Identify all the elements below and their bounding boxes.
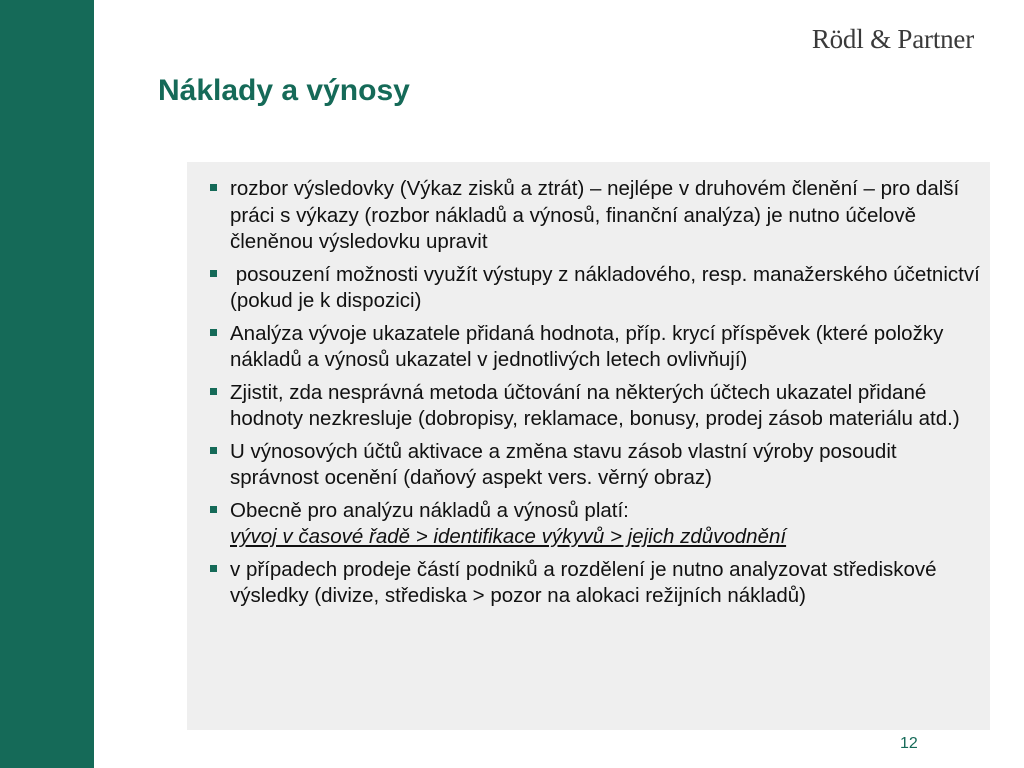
bullet-item [199, 262, 986, 315]
bullet-item [199, 498, 982, 551]
company-logo: Rödl & Partner [811, 24, 974, 54]
content-box [187, 162, 990, 730]
square-bullet-icon [210, 447, 217, 454]
square-bullet-icon [210, 506, 217, 513]
square-bullet-icon [210, 388, 217, 395]
bullet-item [199, 557, 982, 610]
page-number: 12 [900, 735, 918, 752]
bullet-item [199, 321, 982, 374]
bullet-text: Zjistit, zda nesprávná metoda účtování na některých účtech ukazatel přidané hodnoty nezkresluje (dobropisy, reklamace, bonusy, prodej zásob materiálu atd.) [230, 380, 960, 430]
bullet-text: rozbor výsledovky (Výkaz zisků a ztrát) – nejlépe v druhovém členění – pro další práci s výkazy (rozbor nákladů a výnosů, finanční analýza) je nutno účelově členěnou výsledovku upravit [230, 177, 960, 253]
bullet-text: U výnosových účtů aktivace a změna stavu zásob vlastní výroby posoudit správnost ocenění (daňový aspekt vers. věrný obraz) [230, 439, 897, 489]
square-bullet-icon [210, 565, 217, 572]
bullet-text: v případech prodeje částí podniků a rozdělení je nutno analyzovat střediskové výsledky (divize, střediska > pozor na alokaci režijních nákladů) [230, 557, 937, 607]
slide-title: Náklady a výnosy [158, 74, 410, 107]
bullet-text: posouzení možnosti využít výstupy z nákladového, resp. manažerského účetnictví (pokud je k dispozici) [230, 262, 986, 312]
bullet-item [199, 176, 982, 256]
square-bullet-icon [210, 270, 217, 277]
square-bullet-icon [210, 184, 217, 191]
bullet-text: Analýza vývoje ukazatele přidaná hodnota, příp. krycí příspěvek (které položky nákladů a výnosů ukazatel v jednotlivých letech ovlivňují) [230, 321, 944, 371]
side-bar [0, 0, 94, 768]
bullet-text: Obecně pro analýzu nákladů a výnosů platí: [230, 498, 629, 522]
bullet-item [199, 380, 982, 433]
square-bullet-icon [210, 329, 217, 336]
emphasized-process-text: vývoj v časové řadě > identifikace výkyvů > jejich zdůvodnění [230, 525, 787, 548]
bullet-item [199, 439, 982, 492]
bullet-list [199, 176, 986, 610]
